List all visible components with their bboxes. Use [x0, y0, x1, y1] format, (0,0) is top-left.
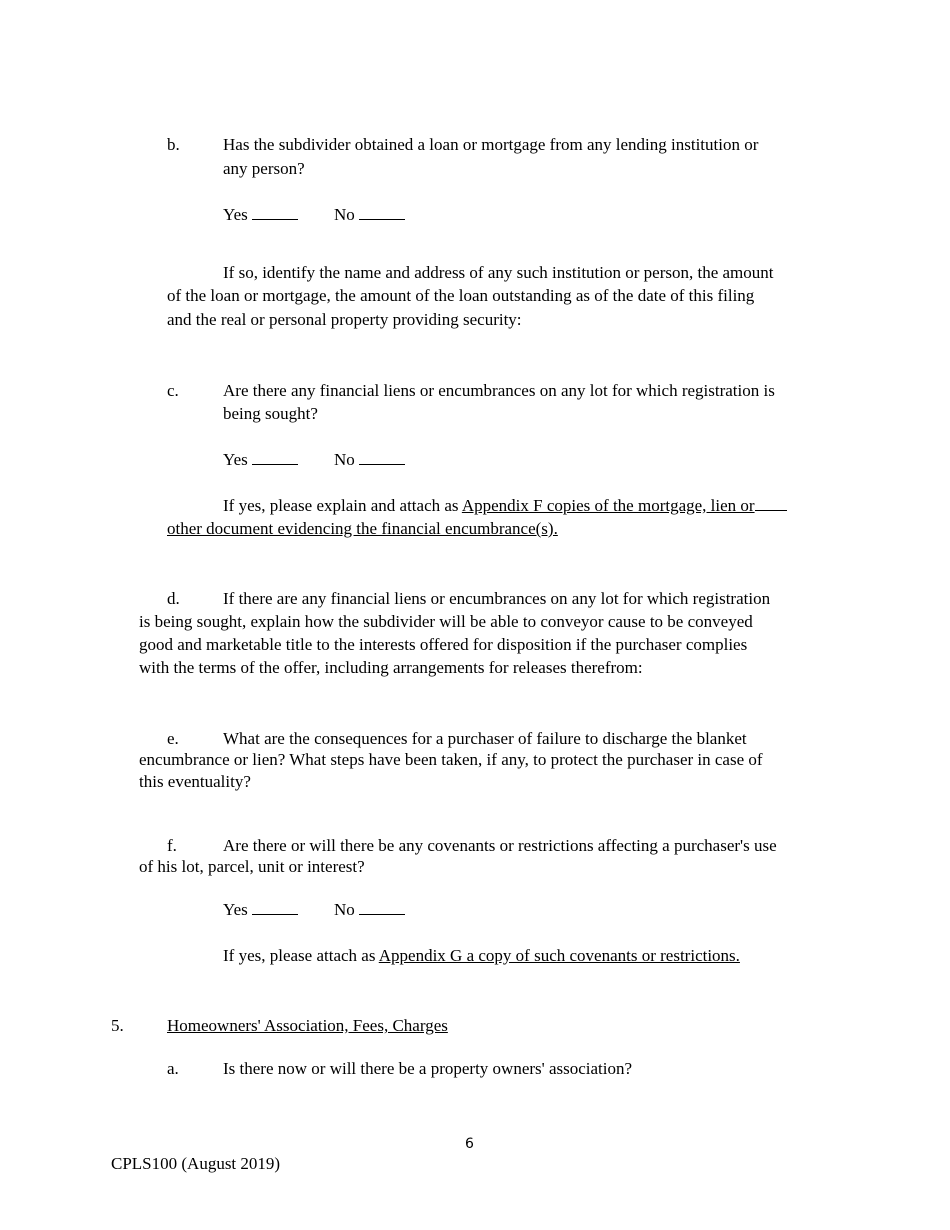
item-f-no-field[interactable]	[334, 899, 405, 921]
item-c-question-line2: being sought?	[223, 404, 318, 423]
item-d-line1: If there are any financial liens or encumbrances on any lot for which registration	[223, 589, 771, 608]
item-f-yes-label: Yes	[223, 900, 248, 919]
item-f-line1: Are there or will there be any covenants or restrictions affecting a purchaser's use	[223, 836, 777, 855]
item-c-yes-blank[interactable]	[252, 449, 298, 465]
item-f-if-yes-line	[223, 945, 740, 967]
item-c-appendix-f-text-line2: other document evidencing the financial encumbrance(s).	[167, 519, 558, 538]
item-c-label: c.	[167, 381, 179, 400]
item-c-no-field[interactable]	[334, 449, 405, 471]
item-c-question-line1: Are there any financial liens or encumbrances on any lot for which registration is	[223, 381, 775, 400]
item-f-label: f.	[167, 836, 177, 855]
item-b-question-line1: Has the subdivider obtained a loan or mortgage from any lending institution or	[223, 135, 759, 154]
item-b-yes-field[interactable]	[223, 204, 298, 226]
item-e-label: e.	[167, 729, 179, 748]
item-c-if-yes-prefix: If yes, please explain and attach as	[223, 496, 459, 515]
item-b-if-so-line1: If so, identify the name and address of any such institution or person, the amount	[223, 263, 774, 282]
item-c-underline-tail	[755, 495, 787, 511]
item-c-appendix-f-text: Appendix F copies of the mortgage, lien or	[461, 496, 755, 515]
item-b-no-blank[interactable]	[359, 204, 405, 220]
item-b-if-so-line3: and the real or personal property providing security:	[167, 310, 522, 329]
section-5-number: 5.	[111, 1016, 124, 1035]
item-b-question-line2: any person?	[223, 159, 305, 178]
item-b-yes-label: Yes	[223, 205, 248, 224]
section-5-title: Homeowners' Association, Fees, Charges	[167, 1016, 448, 1035]
item-b-no-field[interactable]	[334, 204, 405, 226]
item-b-yes-blank[interactable]	[252, 204, 298, 220]
item-d-line2: is being sought, explain how the subdivider will be able to conveyor cause to be conveyed	[139, 612, 753, 631]
form-id: CPLS100 (August 2019)	[111, 1154, 281, 1173]
item-b-if-so-line2: of the loan or mortgage, the amount of the loan outstanding as of the date of this filing	[167, 286, 755, 305]
item-c-yes-label: Yes	[223, 450, 248, 469]
item-b-no-label: No	[334, 205, 355, 224]
item-e-line1: What are the consequences for a purchaser of failure to discharge the blanket	[223, 729, 747, 748]
item-f-yes-blank[interactable]	[252, 899, 298, 915]
item-e-line2: encumbrance or lien? What steps have been taken, if any, to protect the purchaser in case of	[139, 750, 763, 769]
item-f-no-label: No	[334, 900, 355, 919]
item-e-line3: this eventuality?	[139, 772, 251, 791]
section-5-item-a-question: Is there now or will there be a property owners' association?	[223, 1059, 633, 1078]
item-f-appendix-g-text: Appendix G a copy of such covenants or restrictions.	[378, 946, 740, 965]
item-c-no-label: No	[334, 450, 355, 469]
item-f-yes-field[interactable]	[223, 899, 298, 921]
item-f-if-yes-prefix: If yes, please attach as	[223, 946, 376, 965]
page-number: 6	[465, 1136, 474, 1152]
item-c-yes-field[interactable]	[223, 449, 298, 471]
item-d-line4: with the terms of the offer, including arrangements for releases therefrom:	[139, 658, 643, 677]
item-c-if-yes-line1	[223, 495, 787, 517]
item-f-no-blank[interactable]	[359, 899, 405, 915]
item-f-line2: of his lot, parcel, unit or interest?	[139, 857, 365, 876]
section-5-item-a-label: a.	[167, 1059, 179, 1078]
item-d-line3: good and marketable title to the interests offered for disposition if the purchaser complies	[139, 635, 748, 654]
item-c-no-blank[interactable]	[359, 449, 405, 465]
item-b-label: b.	[167, 135, 180, 154]
item-d-label: d.	[167, 589, 180, 608]
